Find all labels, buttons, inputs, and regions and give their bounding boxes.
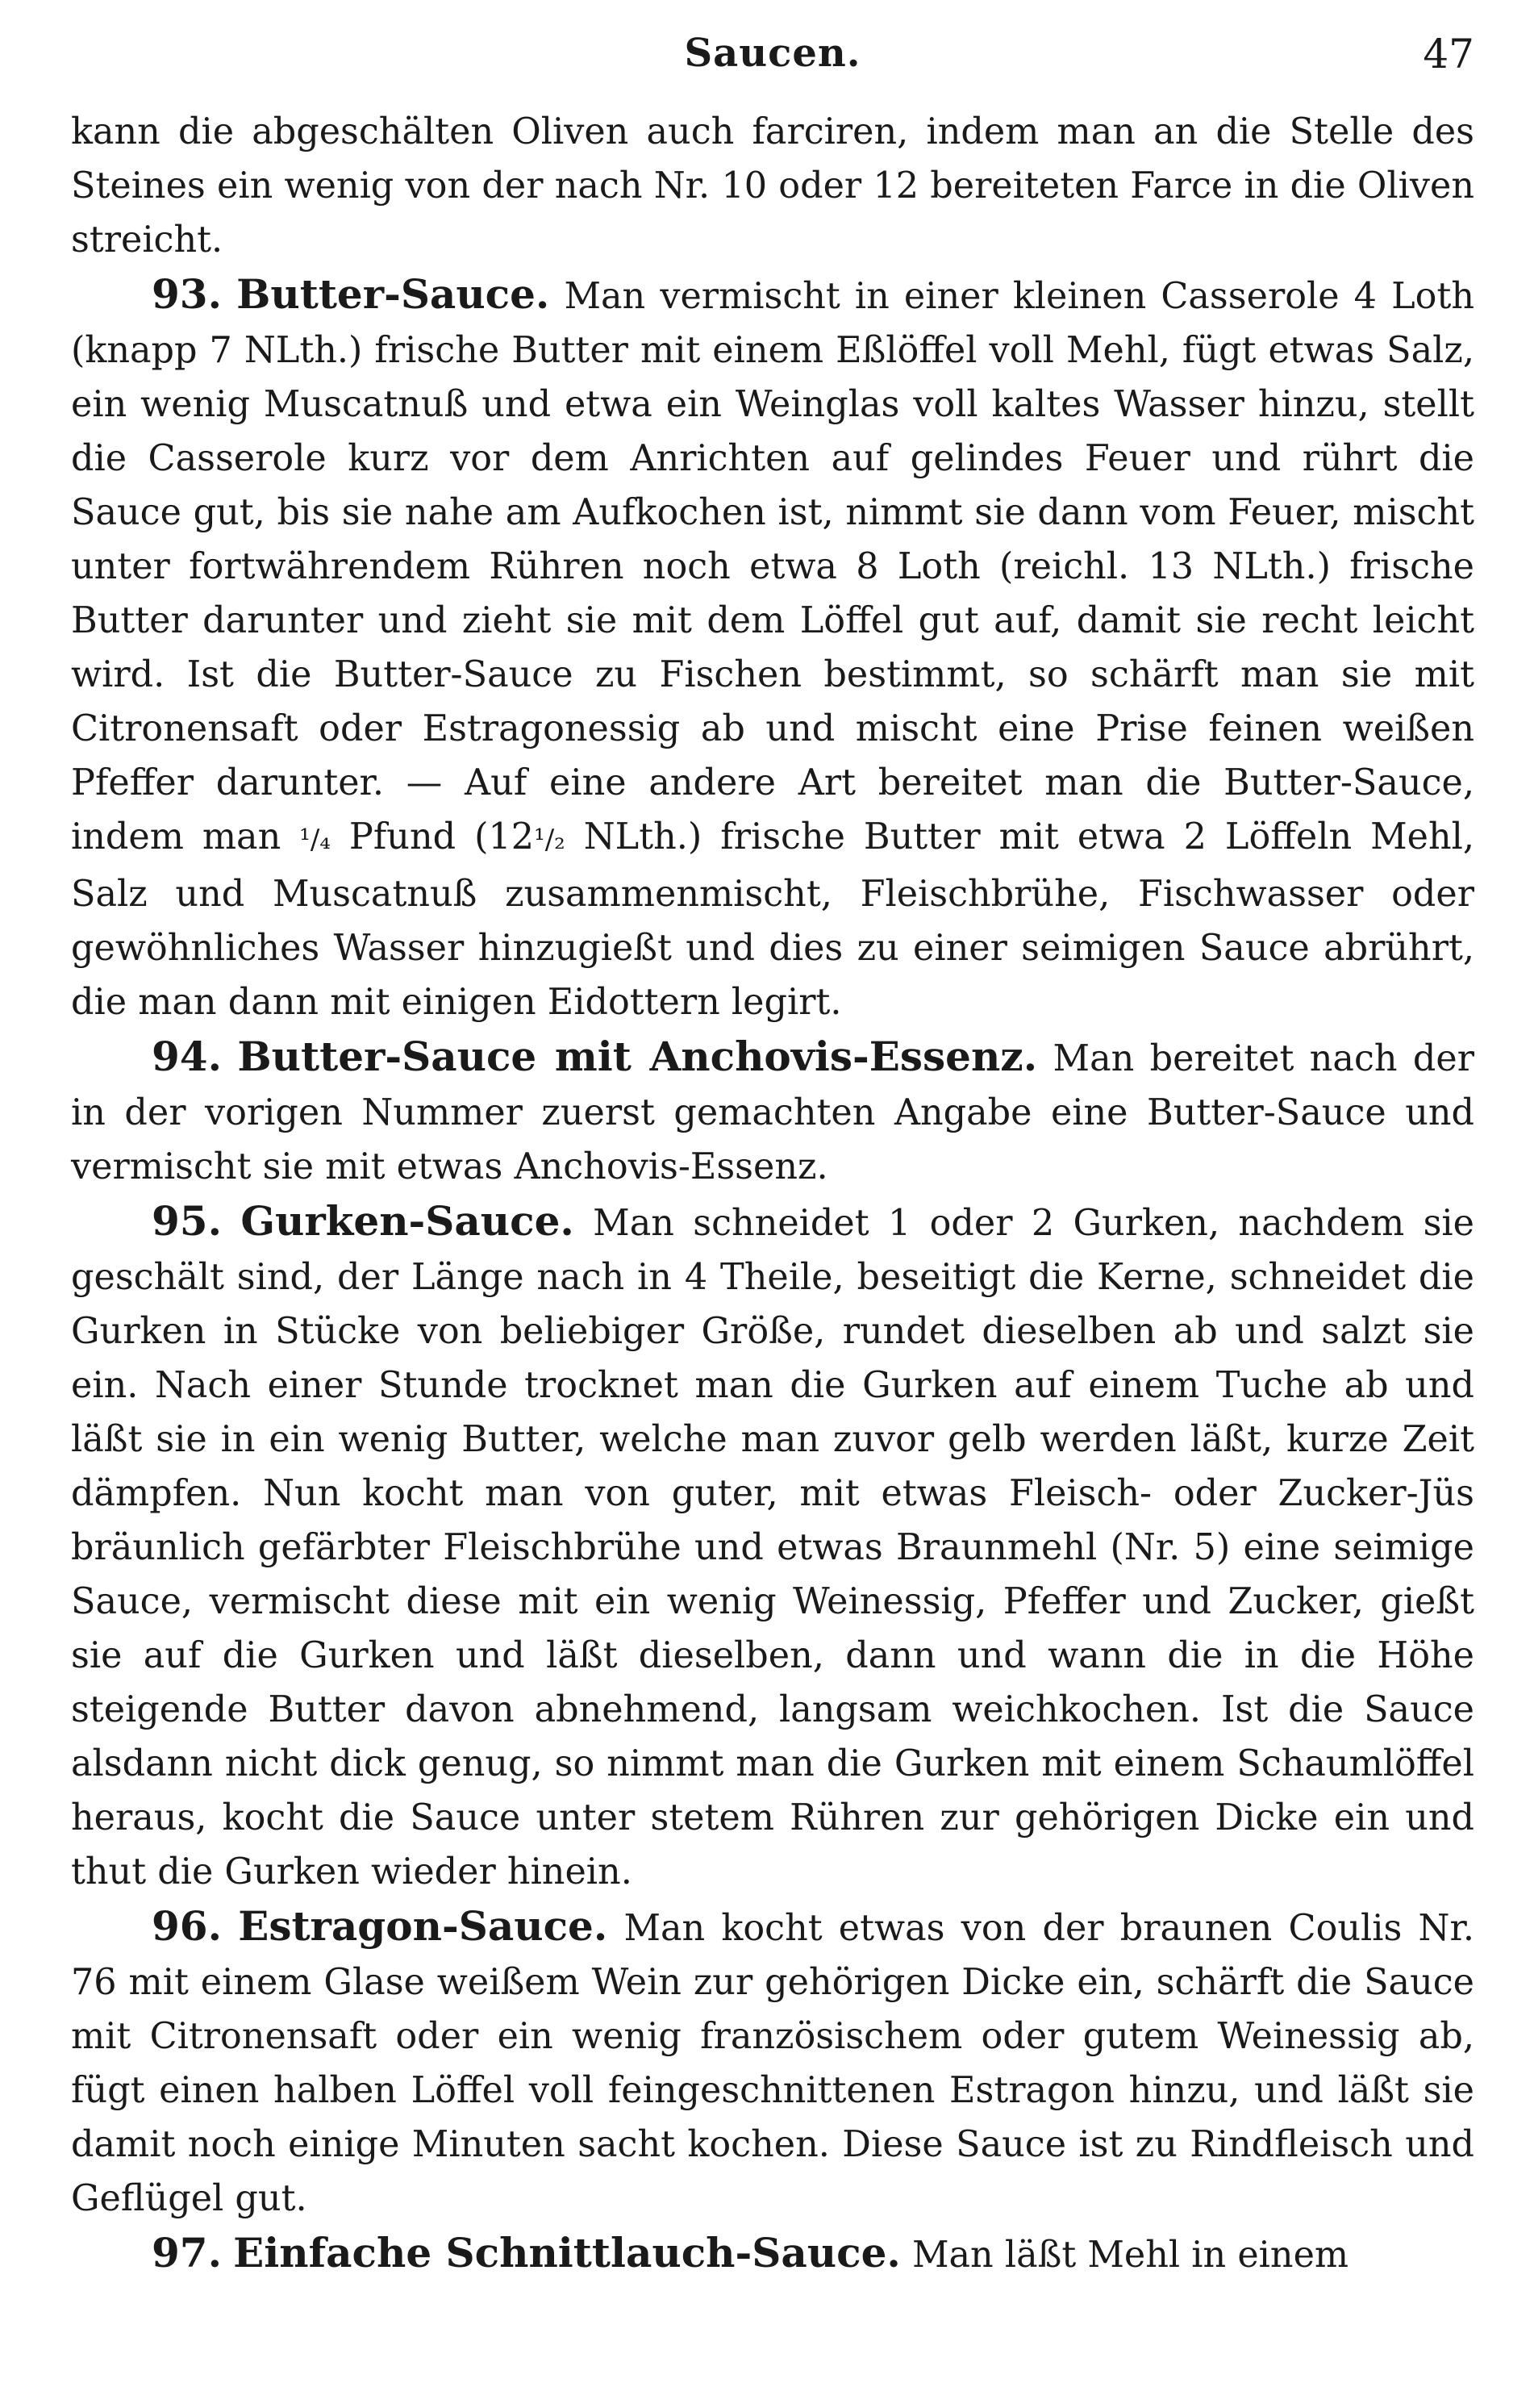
book-page — [71, 24, 1474, 2388]
recipe-number: 97. — [152, 2229, 222, 2277]
recipe-text: NLth.) frische Butter mit etwa 2 Löffeln Mehl, Salz und Muscatnuß zusammenmischt, Fleischbrühe, Fischwasser oder gewöhnliches Wasser hinzugießt und dies zu einer seimigen Sauce abrührt, die man dann mit einigen Eidottern legirt. — [71, 816, 1475, 1023]
recipe-95 — [71, 1194, 1474, 1899]
fraction-half: ¹/₂ — [534, 824, 565, 856]
body-text — [71, 105, 1474, 2282]
recipe-title: Butter-Sauce mit Anchovis-Essenz. — [237, 1033, 1038, 1080]
recipe-title: Einfache Schnittlauch-Sauce. — [233, 2229, 901, 2277]
recipe-text: Man bereitet nach der in der vorigen Nummer zuerst gemachten Angabe eine Butter-Sauce und vermischt sie mit etwas Anchovis-Essenz. — [71, 1038, 1475, 1187]
fraction-quarter: ¹/₄ — [299, 824, 331, 856]
running-head — [71, 24, 1474, 81]
recipe-text: Man vermischt in einer kleinen Casserole 4 Loth (knapp 7 NLth.) frische Butter mit einem Eßlöffel voll Mehl, fügt etwas Salz, ein wenig Muscatnuß und etwa ein Weinglas voll kaltes Wasser hinzu, stellt die Casserole kurz vor dem Anrichten auf gelindes Feuer und rührt die Sauce gut, bis sie nahe am Aufkochen ist, nimmt sie dann vom Feuer, mischt unter fortwährendem Rühren noch etwa 8 Loth (reichl. 13 NLth.) frische Butter darunter und zieht sie mit dem Löffel gut auf, damit sie recht leicht wird. Ist die Butter-Sauce zu Fischen bestimmt, so schärft man sie mit Citronensaft oder Estragonessig ab und mischt eine Prise feinen weißen Pfeffer darunter. — Auf eine andere Art bereitet man die Butter-Sauce, indem man — [71, 276, 1474, 858]
recipe-title: Butter-Sauce. — [236, 270, 550, 318]
recipe-number: 93. — [152, 270, 222, 318]
intro-paragraph: kann die abgeschälten Oliven auch farciren, indem man an die Stelle des Steines ein wenig von der nach Nr. 10 oder 12 bereiteten Farce in die Oliven streicht. — [71, 111, 1474, 261]
recipe-96 — [71, 1899, 1474, 2226]
recipe-94 — [71, 1029, 1474, 1194]
recipe-97 — [71, 2226, 1474, 2282]
page-number: 47 — [1423, 31, 1474, 77]
page-title: Saucen. — [684, 31, 861, 76]
recipe-text: Man schneidet 1 oder 2 Gurken, nachdem sie geschält sind, der Länge nach in 4 Theile, beseitigt die Kerne, schneidet die Gurken in Stücke von beliebiger Größe, rundet dieselben ab und salzt sie ein. Nach einer Stunde trocknet man die Gurken auf einem Tuche ab und läßt sie in ein wenig Butter, welche man zuvor gelb werden läßt, kurze Zeit dämpfen. Nun kocht man von guter, mit etwas Fleisch- oder Zucker-Jüs bräunlich gefärbter Fleischbrühe und etwas Braunmehl (Nr. 5) eine seimige Sauce, vermischt diese mit ein wenig Weinessig, Pfeffer und Zucker, gießt sie auf die Gurken und läßt dieselben, dann und wann die in die Höhe steigende Butter davon abnehmend, langsam weichkochen. Ist die Sauce alsdann nicht dick genug, so nimmt man die Gurken mit einem Schaumlöffel heraus, kocht die Sauce unter stetem Rühren zur gehörigen Dicke ein und thut die Gurken wieder hinein. — [71, 1203, 1474, 1893]
recipe-text: Man läßt Mehl in einem — [911, 2235, 1349, 2276]
recipe-93 — [71, 267, 1474, 1029]
recipe-text: Pfund (12 — [330, 816, 535, 858]
recipe-number: 94. — [152, 1033, 222, 1080]
recipe-title: Gurken-Sauce. — [240, 1197, 574, 1245]
recipe-title: Estragon-Sauce. — [238, 1902, 608, 1950]
recipe-number: 96. — [152, 1902, 222, 1950]
recipe-number: 95. — [152, 1197, 222, 1245]
recipe-text: Man kocht etwas von der braunen Coulis Nr. 76 mit einem Glase weißem Wein zur gehörigen Dicke ein, schärft die Sauce mit Citronensaft oder ein wenig französischem oder gutem Weinessig ab, fügt einen halben Löffel voll feingeschnittenen Estragon hinzu, und läßt sie damit noch einige Minuten sacht kochen. Diese Sauce ist zu Rindfleisch und Geflügel gut. — [71, 1908, 1474, 2219]
